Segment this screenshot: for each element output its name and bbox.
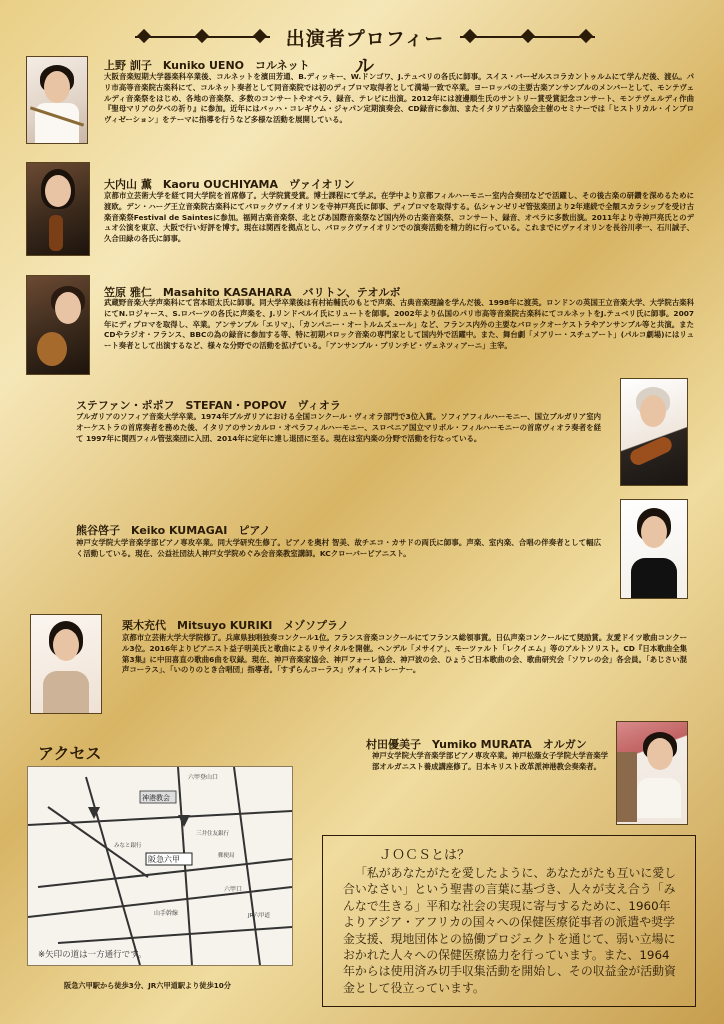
map-label-hankyu: 阪急六甲 [148,855,180,864]
jocs-box [322,835,696,1007]
profile-bio-ouchiyama: 京都市立芸術大学を経て同大学院を首席修了。大学院賞受賞。博士課程にて学ぶ。在学中より京都フィルハーモニー室内合奏団などで活躍し、その後古楽の研鑽を深めるために渡欧。デン・ハーグ王立音楽院古楽科にてバロックヴァイオリンを寺神戸亮氏に師事、ディプロマを取得する。仏シャンゼリゼ管弦楽団より2年連続で全額スカラシップを受け古楽音楽祭Festival de Saintesに参加。福岡古楽音楽祭、北とぴあ国際音楽祭など国内外の古楽音楽祭、コンサート、録音、オペラに多数出演。2011年より寺神戸亮氏とのデュオ公演を東京、大阪で行い好評を博す。現在は関西を拠点とし、バロックヴァイオリンでの演奏活動を精力的に行っている。これまでにヴァイオリンを長谷川孝一、石川誠子、久合田緑の各氏に師事。 [104,191,694,244]
access-caption: 阪急六甲駅から徒歩3分、JR六甲道駅より徒歩10分 [64,981,231,990]
map-label-post: 郵便局 [218,853,235,859]
profile-name-popov: ステファン・ポポフ STEFAN・POPOV ヴィオラ [76,399,341,412]
page-title: 出演者プロフィール [285,28,445,77]
map-label-jr: JR六甲道 [248,913,270,919]
profile-photo-murata [616,721,688,825]
ornament-diamond-icon [137,29,151,43]
profile-name-ueno: 上野 訓子 Kuniko UENO コルネット [104,59,310,72]
profile-bio-kuriki: 京都市立芸術大学大学院修了。兵庫県独唱独奏コンクール1位。フランス音楽コンクールにてフランス総領事賞。日仏声楽コンクールにて奨励賞。友愛ドイツ歌曲コンクール3位。2016年よりピアニスト益子明美氏と歌曲によるリサイタルを開催。ヘンデル「メサイア」、モーツァルト「レクイエム」等のアルトソリスト。CD『日本歌曲全集第3集』に中田喜直の歌曲6曲を収録。現在、神戸音楽家協会、神戸フォーレ協会、神戸波の会、ひょうご日本歌曲の会、歌曲研究会「ソワレの会」各会員。「あじさい混声コーラス」、「いのりのとき合唱団」指導者。「すずらんコーラス」ヴォイストレーナー。 [122,633,687,675]
profile-bio-kumagai: 神戸女学院大学音楽学部ピアノ専攻卒業。同大学研究生修了。ピアノを奥村 智美、故チエコ・カサドの両氏に師事。声楽、室内楽、合唱の伴奏者として幅広く活動している。現在、公益社団法人神戸女学院めぐみ会音楽教室講師。KCクローバーピアニスト。 [76,538,601,558]
access-map [27,766,293,966]
profile-name-kuriki: 栗木充代 Mitsuyo KURIKI メゾソプラノ [122,619,349,632]
map-label-yamate: 山手幹線 [154,910,179,917]
profile-bio-kasahara: 武蔵野音楽大学声楽科にて宮本昭太氏に師事。同大学卒業後は有村祐輔氏のもとで声楽、古典音楽理論を学んだ後、1998年に渡英。ロンドンの英国王立音楽大学、大学院古楽科にてN.ロジャース、S.ロバーツの各氏に声楽を、J.リンドベルイ氏にリュートを師事。2002年より仏国のパリ市高等音楽院古楽科にてコルネットをJ.テュベリ氏に師事。2007年にディプロマを取得し、卒業。アンサンブル「エリマ」、「カンパニー・オートルムズュール」など、フランス内外の主要なバロックオーケストラやアンサンブル等と共演。またCDやラジオ・フランス、BBCの為の録音に参加する等、特に初期バロック音楽の専門家として国内外で活躍中。また、舞台劇「メアリー・スチュアート」(パルコ劇場)にはリュート奏者として出演するなど、様々な分野での活動を拡げている。「アンサンブル・プリンチピ・ヴェネツィアーニ」主宰。 [104,298,694,351]
profile-bio-ueno: 大阪音楽短期大学器楽科卒業後、コルネットを濱田芳通、B.ディッキー、W.ドンゴワ、J.テュベリの各氏に師事。スイス・バーゼルスコラカントゥルムにて学んだ後、渡仏。パリ市高等音楽院古楽科にて、コルネット奏者として同音楽院では初のディプロマ取得者として満場一致で卒業。ヨーロッパの主要古楽アンサンブルのメンバーとして、モンテヴェルディ音楽祭をはじめ、各地の音楽祭、多数のコンサートやオペラ、録音、テレビに出演。2012年には渡邊順生氏のサントリー賞受賞記念コンサート、モンテヴェルディ作曲『聖母マリアの夕べの祈り』に参加。近年にはバッハ・コレギウム・ジャパン定期演奏会、CD録音に参加、またイタリア古楽協会主催のセミナーでは「ヒストリカル・インプロヴィゼーション」をテーマに指導を行うなど多様な活動を展開している。 [104,72,694,125]
profile-photo-popov [620,378,688,486]
profile-photo-ouchiyama [26,162,90,256]
map-label-church: 神港教会 [142,794,170,802]
profile-photo-kuriki [30,614,102,714]
access-title: アクセス [38,741,102,768]
profile-photo-kasahara [26,275,90,375]
profile-bio-popov: ブルガリアのソフィア音楽大学卒業。1974年ブルガリアにおける全国コンクール・ヴィオラ部門で3位入賞。ソフィアフィルハーモニー、国立ブルガリア室内オーケストラの首席奏者を務めた後、イタリアのサンカルロ・オペラフィルハーモニー、スロベニア国立マリボル・フィルハーモニーの首席ヴィオラ奏者を経て 1997年に関西フィル管弦楽団に入団、2014年に定年に達し退団に至る。現在は室内楽の分野で活動を行なっている。 [76,412,601,443]
profile-name-ouchiyama: 大内山 薫 Kaoru OUCHIYAMA ヴァイオリン [104,178,355,191]
access-map-drawing [28,767,292,965]
map-label-rokko-tozanguchi: 六甲登山口 [188,774,219,781]
map-label-bank1: 三井住友銀行 [196,831,230,837]
profile-name-murata: 村田優美子 Yumiko MURATA オルガン [366,738,587,751]
ornament-diamond-icon [253,29,267,43]
jocs-title: ＪＯＣＳとは？ [379,848,471,863]
jocs-body: 「私があなたがたを愛したように、あなたがたも互いに愛し合いなさい」という聖書の言葉に基づき、人々が支え合う「みんなで生きる」平和な社会の実現に寄与するために、1960年よりアジア・アフリカの国々への保健医療従事者の派遣や奨学金支援、現地団体との協働プロジェクトを通じて、弱い立場におかれた人々への保健医療協力を行っています。また、1964年からは使用済み切手収集活動を開始し、その収益金が活動資金として役立っています。 [343,866,677,995]
one-way-note: ※矢印の道は一方通行です。 [38,950,147,960]
map-label-rokkoguchi: 六甲口 [224,886,243,893]
profile-name-kumagai: 熊谷啓子 Keiko KUMAGAI ピアノ [76,524,271,537]
profile-photo-ueno [26,56,88,144]
ornament-right [460,36,595,38]
profile-photo-kumagai [620,499,688,599]
ornament-diamond-icon [195,29,209,43]
map-label-bank2: みなと銀行 [114,843,142,849]
profile-name-kasahara: 笠原 雅仁 Masahito KASAHARA バリトン、テオルボ [104,286,401,299]
profile-bio-murata: 神戸女学院大学音楽学部ピアノ専攻卒業。神戸松蔭女子学院大学音楽学部オルガニスト養成講座修了。日本キリスト改革派神港教会奏楽者。 [372,751,608,771]
